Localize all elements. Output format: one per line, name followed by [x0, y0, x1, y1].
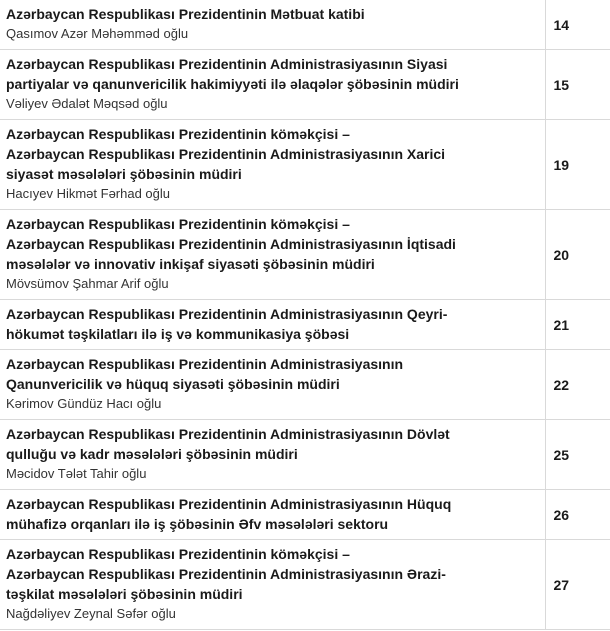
person-name: Kərimov Gündüz Hacı oğlu	[6, 396, 162, 411]
position-title: Azərbaycan Respublikası Prezidentinin Mətbuat katibi	[6, 6, 365, 22]
table-row	[0, 0, 610, 50]
table-row	[0, 350, 610, 420]
position-title: Azərbaycan Respublikası Prezidentinin köməkçisi – Azərbaycan Respublikası Prezidentinin Administrasiyasının Xarici siyasət məsələləri şöbəsinin müdiri	[6, 126, 446, 182]
position-cell	[0, 420, 545, 490]
position-title: Azərbaycan Respublikası Prezidentinin Administrasiyasının Qeyri- hökumət təşkilatları ilə iş və kommunikasiya şöbəsi	[6, 306, 448, 342]
position-cell	[0, 540, 545, 630]
position-title: Azərbaycan Respublikası Prezidentinin köməkçisi – Azərbaycan Respublikası Prezidentinin Administrasiyasının Ərazi- təşkilat məsələləri şöbəsinin müdiri	[6, 546, 446, 602]
table-row	[0, 490, 610, 540]
person-name: Nağdəliyev Zeynal Səfər oğlu	[6, 606, 176, 621]
position-cell	[0, 50, 545, 120]
person-name: Məcidov Tələt Tahir oğlu	[6, 466, 147, 481]
room-number: 25	[545, 420, 610, 490]
person-name: Qasımov Azər Məhəmməd oğlu	[6, 26, 189, 41]
position-title: Azərbaycan Respublikası Prezidentinin Administrasiyasının Dövlət qulluğu və kadr məsələləri şöbəsinin müdiri	[6, 426, 450, 462]
table-row	[0, 420, 610, 490]
table-row	[0, 540, 610, 630]
room-number: 15	[545, 50, 610, 120]
room-number: 20	[545, 210, 610, 300]
person-name: Vəliyev Ədalət Məqsəd oğlu	[6, 96, 168, 111]
person-name: Mövsümov Şahmar Arif oğlu	[6, 276, 169, 291]
room-number: 27	[545, 540, 610, 630]
person-name: Hacıyev Hikmət Fərhad oğlu	[6, 186, 171, 201]
room-number: 26	[545, 490, 610, 540]
room-number: 21	[545, 300, 610, 350]
position-cell	[0, 210, 545, 300]
position-title: Azərbaycan Respublikası Prezidentinin Administrasiyasının Qanunvericilik və hüquq siyasəti şöbəsinin müdiri	[6, 356, 404, 392]
position-cell	[0, 490, 545, 540]
position-title: Azərbaycan Respublikası Prezidentinin köməkçisi – Azərbaycan Respublikası Prezidentinin Administrasiyasının İqtisadi məsələlər və innovativ inkişaf siyasəti şöbəsinin müdiri	[6, 216, 456, 272]
position-cell	[0, 300, 545, 350]
room-number: 14	[545, 0, 610, 50]
room-number: 22	[545, 350, 610, 420]
position-cell	[0, 120, 545, 210]
position-cell	[0, 0, 545, 50]
table-row	[0, 50, 610, 120]
position-title: Azərbaycan Respublikası Prezidentinin Administrasiyasının Hüquq mühafizə orqanları ilə iş şöbəsinin Əfv məsələləri sektoru	[6, 496, 452, 532]
table-row	[0, 120, 610, 210]
position-title: Azərbaycan Respublikası Prezidentinin Administrasiyasının Siyasi partiyalar və qanunvericilik hakimiyyəti ilə əlaqələr şöbəsinin müdiri	[6, 56, 459, 92]
table-row	[0, 210, 610, 300]
position-cell	[0, 350, 545, 420]
table-row	[0, 300, 610, 350]
room-number: 19	[545, 120, 610, 210]
